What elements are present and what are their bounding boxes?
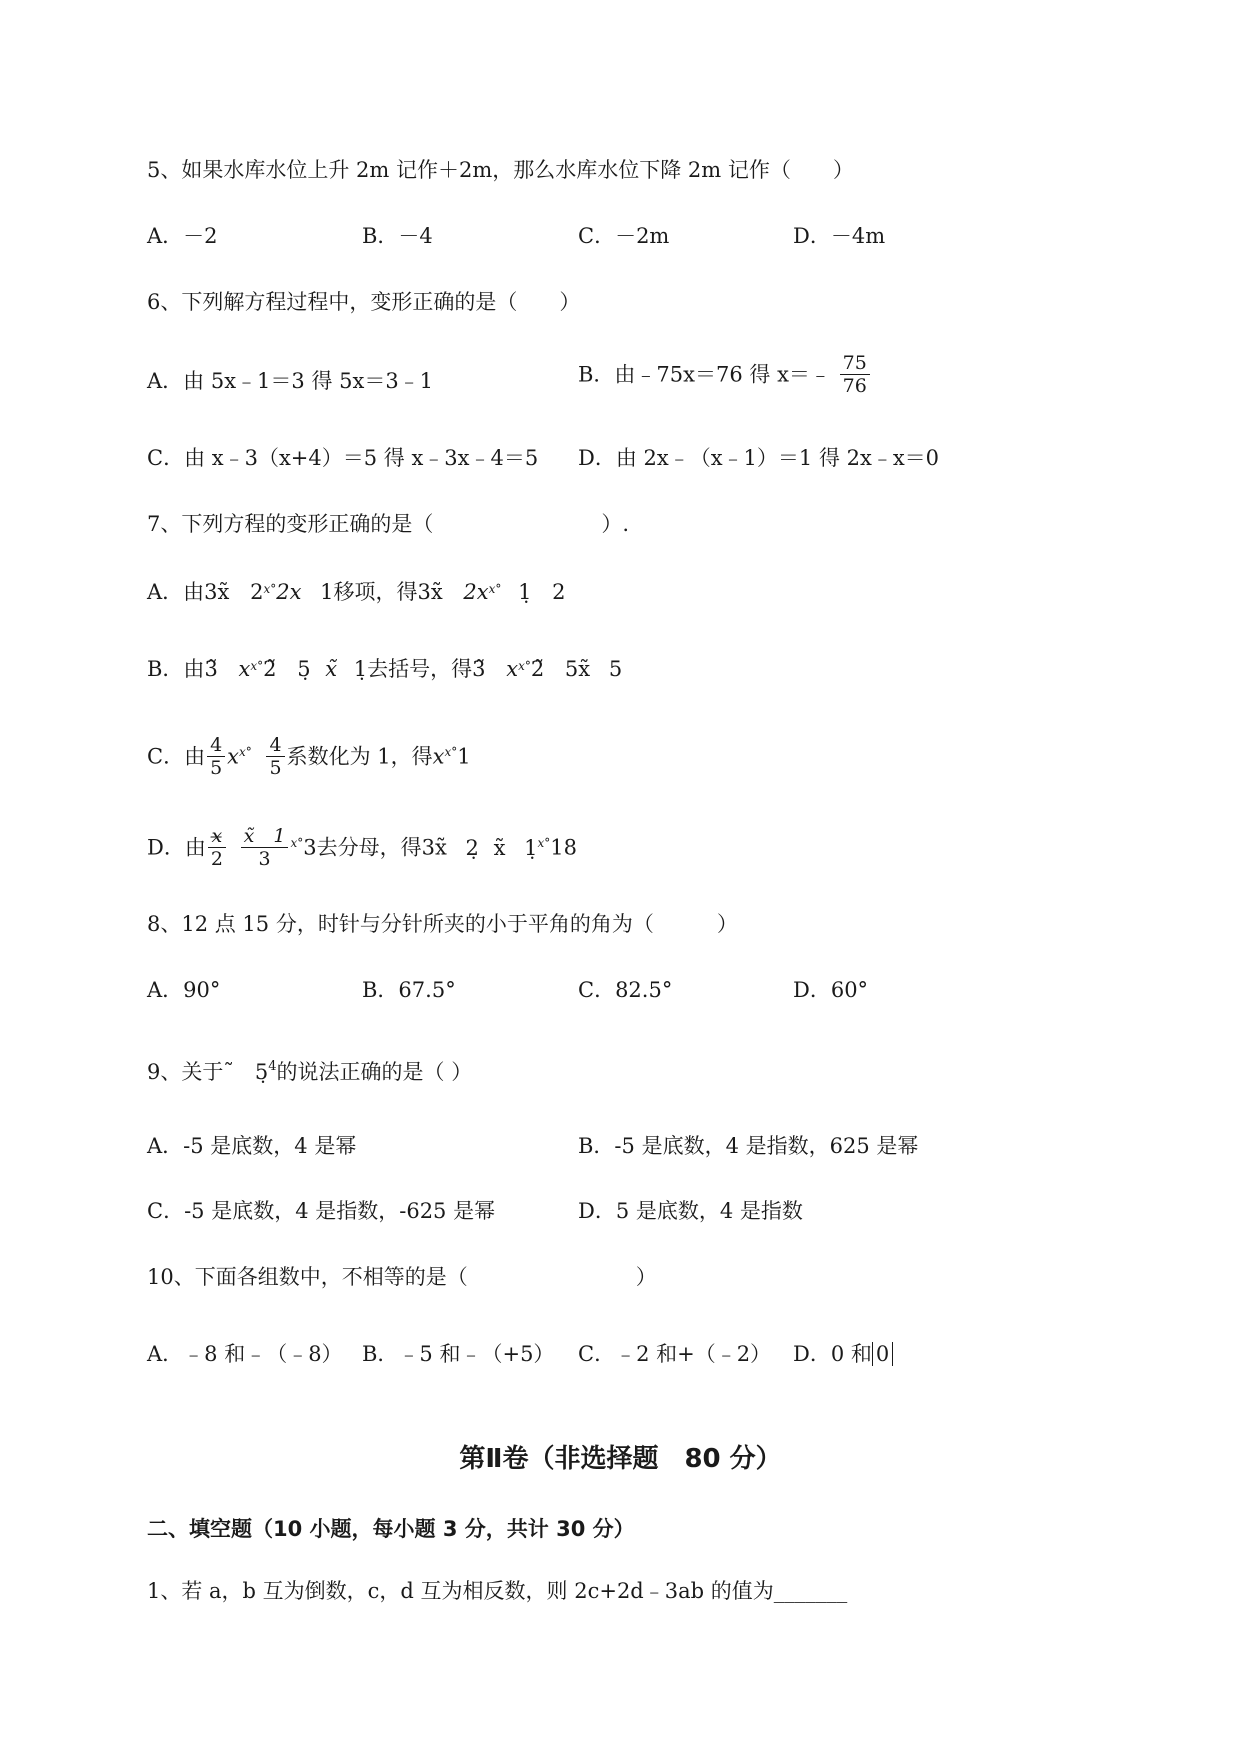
fraction-numerator: x̃ 1	[241, 825, 289, 848]
math-term: x	[238, 657, 251, 681]
option-label: B．由	[147, 657, 205, 681]
q8-option-d: D．60°	[793, 978, 869, 1002]
q5-option-a: A．－2	[147, 224, 218, 248]
option-text: 移项，得	[333, 580, 418, 604]
q6-option-d: D．由 2x﹣（x﹣1）＝1 得 2x﹣x＝0	[578, 446, 940, 470]
fraction-denominator: 3	[258, 848, 271, 870]
q5-option-d: D．－4m	[793, 224, 886, 248]
math-term: 2	[250, 580, 264, 604]
q5-stem: 5、如果水库水位上升 2m 记作＋2m，那么水库水位下降 2m 记作（ ）	[147, 158, 854, 182]
math-term: 3̃	[472, 657, 486, 681]
math-symbol: x°	[488, 582, 502, 596]
fraction-denominator: 76	[842, 375, 867, 397]
math-symbol: x°	[239, 745, 252, 759]
q9-power-base: ˜ 5̣	[223, 1060, 269, 1084]
fraction-denominator: 5	[207, 756, 225, 779]
fraction	[207, 734, 225, 779]
math-symbol: x°	[290, 836, 304, 850]
option-text: 去分母，得	[316, 835, 422, 860]
math-term: x̃	[325, 657, 338, 681]
option-label: C．由	[147, 744, 206, 769]
q9-stem	[147, 1053, 472, 1086]
math-term: 5x̃	[564, 657, 591, 681]
q6-option-b-text: B．由﹣75x＝76 得 x＝﹣	[578, 362, 831, 387]
math-term: x	[227, 744, 240, 769]
q10-option-b: B．﹣5 和﹣（+5）	[362, 1342, 555, 1366]
q9-option-d: D．5 是底数，4 是指数	[578, 1199, 803, 1223]
q10-option-d	[793, 1340, 893, 1368]
q7-option-a	[147, 575, 566, 606]
math-symbol: x°	[263, 582, 277, 596]
math-term: 2̃	[530, 657, 545, 681]
q10-option-c: C．﹣2 和+（﹣2）	[578, 1342, 772, 1366]
math-term: 1	[457, 744, 471, 769]
math-term: 5	[608, 657, 623, 681]
q6-option-c: C．由 x﹣3（x+4）＝5 得 x﹣3x﹣4＝5	[147, 446, 539, 470]
q9-stem-suffix: 的说法正确的是（ ）	[276, 1060, 473, 1084]
math-term: 1	[320, 580, 334, 604]
q5-option-b: B．－4	[362, 224, 433, 248]
option-text: 去括号，得	[367, 657, 473, 681]
fraction-numerator: 4	[269, 734, 282, 756]
q10-option-a: A．﹣8 和﹣（﹣8）	[147, 1342, 343, 1366]
math-term: 1̣	[518, 580, 532, 604]
fraction	[241, 825, 289, 870]
math-term: x	[432, 744, 445, 769]
q8-option-c: C．82.5°	[578, 978, 673, 1002]
math-symbol: x°	[250, 659, 264, 673]
q8-option-a: A．90°	[147, 978, 221, 1002]
option-label: A．由	[147, 580, 205, 604]
math-term: 2̃	[263, 657, 277, 681]
q10-stem: 10、下面各组数中，不相等的是（ ）	[147, 1265, 657, 1289]
q8-option-b: B．67.5°	[362, 978, 456, 1002]
math-term: 2	[552, 580, 566, 604]
q9-stem-prefix: 9、关于	[147, 1060, 224, 1084]
fraction-denominator: 2	[208, 847, 226, 870]
section-subtitle: 二、填空题（10 小题，每小题 3 分，共计 30 分）	[147, 1517, 635, 1541]
math-term: x	[506, 657, 519, 681]
q7-option-c	[147, 724, 471, 785]
q6-option-a: A．由 5x﹣1＝3 得 5x＝3﹣1	[147, 369, 434, 393]
math-symbol: x°	[518, 659, 531, 673]
q7-option-b	[147, 652, 622, 683]
math-term: 2x	[463, 580, 489, 604]
math-term: 3x̃	[204, 580, 230, 604]
math-term: 2̣	[465, 835, 479, 860]
q9-option-c: C．-5 是底数，4 是指数，-625 是幂	[147, 1199, 496, 1223]
q10-option-d-text: D．0 和	[793, 1342, 872, 1366]
fraction-numerator: 75	[840, 352, 870, 375]
fraction-numerator: x̶	[211, 825, 223, 847]
math-symbol: x°	[537, 836, 551, 850]
math-term: 3	[303, 835, 317, 860]
q6-option-b-fraction	[840, 352, 870, 397]
math-term: 18	[550, 835, 577, 860]
option-text: 系数化为 1，得	[286, 744, 433, 769]
absolute-value: 0	[872, 1342, 893, 1366]
q7-stem: 7、下列方程的变形正确的是（ ）.	[147, 512, 630, 536]
fraction	[266, 734, 284, 779]
fraction	[208, 825, 226, 870]
math-term: 3x̃	[421, 835, 447, 860]
q7-option-d	[147, 815, 577, 876]
q6-option-b	[578, 352, 872, 397]
math-term: 3x̃	[417, 580, 443, 604]
math-term: 3̃	[204, 657, 218, 681]
math-term: 1̣	[353, 657, 368, 681]
q8-stem: 8、12 点 15 分，时针与分针所夹的小于平角的角为（ ）	[147, 912, 738, 936]
q6-stem: 6、下列解方程过程中，变形正确的是（ ）	[147, 290, 581, 314]
math-term: 2x	[276, 580, 302, 604]
math-term: 5̣	[297, 657, 311, 681]
math-symbol: x°	[444, 745, 458, 759]
fraction-numerator: 4	[210, 734, 223, 756]
q9-option-b: B．-5 是底数，4 是指数，625 是幂	[578, 1134, 919, 1158]
q9-option-a: A．-5 是底数，4 是幂	[147, 1134, 357, 1158]
q5-option-c: C．－2m	[578, 224, 670, 248]
math-term: 1̣	[524, 835, 538, 860]
q9-power-exponent: 4	[268, 1059, 277, 1074]
option-label: D．由	[147, 835, 206, 860]
math-term: x̃	[493, 835, 506, 860]
fraction-denominator: 5	[266, 756, 284, 779]
fill-question-1: 1、若 a，b 互为倒数，c，d 互为相反数，则 2c+2d﹣3ab 的值为_______	[147, 1579, 848, 1603]
section-title: 第Ⅱ卷（非选择题 80 分）	[459, 1444, 782, 1474]
